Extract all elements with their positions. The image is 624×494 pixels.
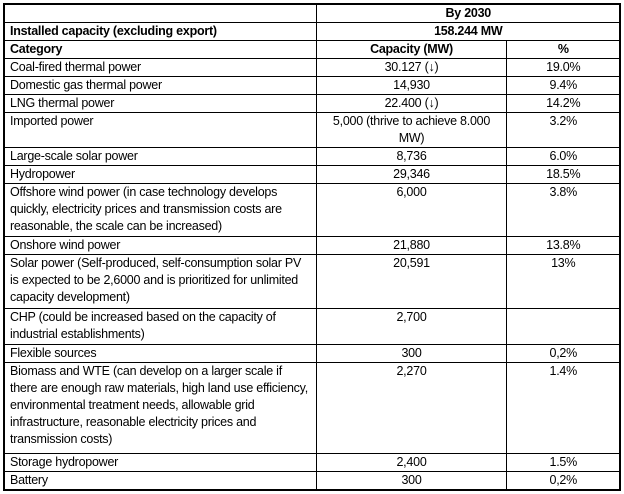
period-header-cell: By 2030: [316, 4, 620, 23]
capacity-cell: 300: [316, 472, 506, 491]
table-row: [4, 59, 620, 77]
table-row: [4, 113, 620, 148]
category-cell: Solar power (Self-produced, self-consumption solar PV is expected to be 2,6000 and is prioritized for unlimited capacity development): [4, 255, 316, 309]
table-row: [4, 77, 620, 95]
table-row: [4, 184, 620, 237]
capacity-cell: 300: [316, 345, 506, 363]
category-cell: Imported power: [4, 113, 316, 148]
capacity-cell: 30.127 (↓): [316, 59, 506, 77]
category-cell: LNG thermal power: [4, 95, 316, 113]
installed-capacity-table: [3, 3, 621, 491]
capacity-cell: 20,591: [316, 255, 506, 309]
category-cell: Hydropower: [4, 166, 316, 184]
category-cell: Battery: [4, 472, 316, 491]
percent-cell: 9.4%: [506, 77, 620, 95]
category-cell: Storage hydropower: [4, 454, 316, 472]
percent-cell: 18.5%: [506, 166, 620, 184]
percent-cell: 13%: [506, 255, 620, 309]
category-column-header: Category: [4, 41, 316, 59]
category-cell: Large-scale solar power: [4, 148, 316, 166]
percent-cell: 14.2%: [506, 95, 620, 113]
capacity-cell: 22.400 (↓): [316, 95, 506, 113]
percent-cell: 1.4%: [506, 363, 620, 454]
total-capacity-label: Installed capacity (excluding export): [4, 23, 316, 41]
capacity-cell: 5,000 (thrive to achieve 8.000 MW): [316, 113, 506, 148]
total-capacity-row: [4, 23, 620, 41]
capacity-cell: 6,000: [316, 184, 506, 237]
period-header-row: [4, 4, 620, 23]
capacity-cell: 14,930: [316, 77, 506, 95]
percent-cell: 3.2%: [506, 113, 620, 148]
table-body: [4, 4, 620, 490]
table-row: [4, 166, 620, 184]
percent-cell: 6.0%: [506, 148, 620, 166]
category-cell: Domestic gas thermal power: [4, 77, 316, 95]
capacity-cell: 8,736: [316, 148, 506, 166]
table-row: [4, 148, 620, 166]
percent-cell: 3.8%: [506, 184, 620, 237]
capacity-cell: 2,270: [316, 363, 506, 454]
corner-cell: [4, 4, 316, 23]
capacity-column-header: Capacity (MW): [316, 41, 506, 59]
capacity-cell: 2,700: [316, 309, 506, 345]
table-row: [4, 345, 620, 363]
total-capacity-value: 158.244 MW: [316, 23, 620, 41]
column-header-row: [4, 41, 620, 59]
table-row: [4, 95, 620, 113]
category-cell: Onshore wind power: [4, 237, 316, 255]
percent-column-header: %: [506, 41, 620, 59]
table-row: [4, 255, 620, 309]
percent-cell: [506, 309, 620, 345]
table-row: [4, 237, 620, 255]
category-cell: Flexible sources: [4, 345, 316, 363]
table-row: [4, 472, 620, 491]
percent-cell: 0,2%: [506, 472, 620, 491]
table-row: [4, 309, 620, 345]
capacity-cell: 2,400: [316, 454, 506, 472]
percent-cell: 13.8%: [506, 237, 620, 255]
category-cell: Offshore wind power (in case technology develops quickly, electricity prices and transmission costs are reasonable, the scale can be increased): [4, 184, 316, 237]
capacity-cell: 29,346: [316, 166, 506, 184]
capacity-cell: 21,880: [316, 237, 506, 255]
table-row: [4, 454, 620, 472]
percent-cell: 1.5%: [506, 454, 620, 472]
category-cell: Coal-fired thermal power: [4, 59, 316, 77]
table-row: [4, 363, 620, 454]
percent-cell: 0,2%: [506, 345, 620, 363]
category-cell: Biomass and WTE (can develop on a larger scale if there are enough raw materials, high land use efficiency, environmental treatment needs, allowable grid infrastructure, reasonable electricity prices and transmission costs): [4, 363, 316, 454]
percent-cell: 19.0%: [506, 59, 620, 77]
category-cell: CHP (could be increased based on the capacity of industrial establishments): [4, 309, 316, 345]
